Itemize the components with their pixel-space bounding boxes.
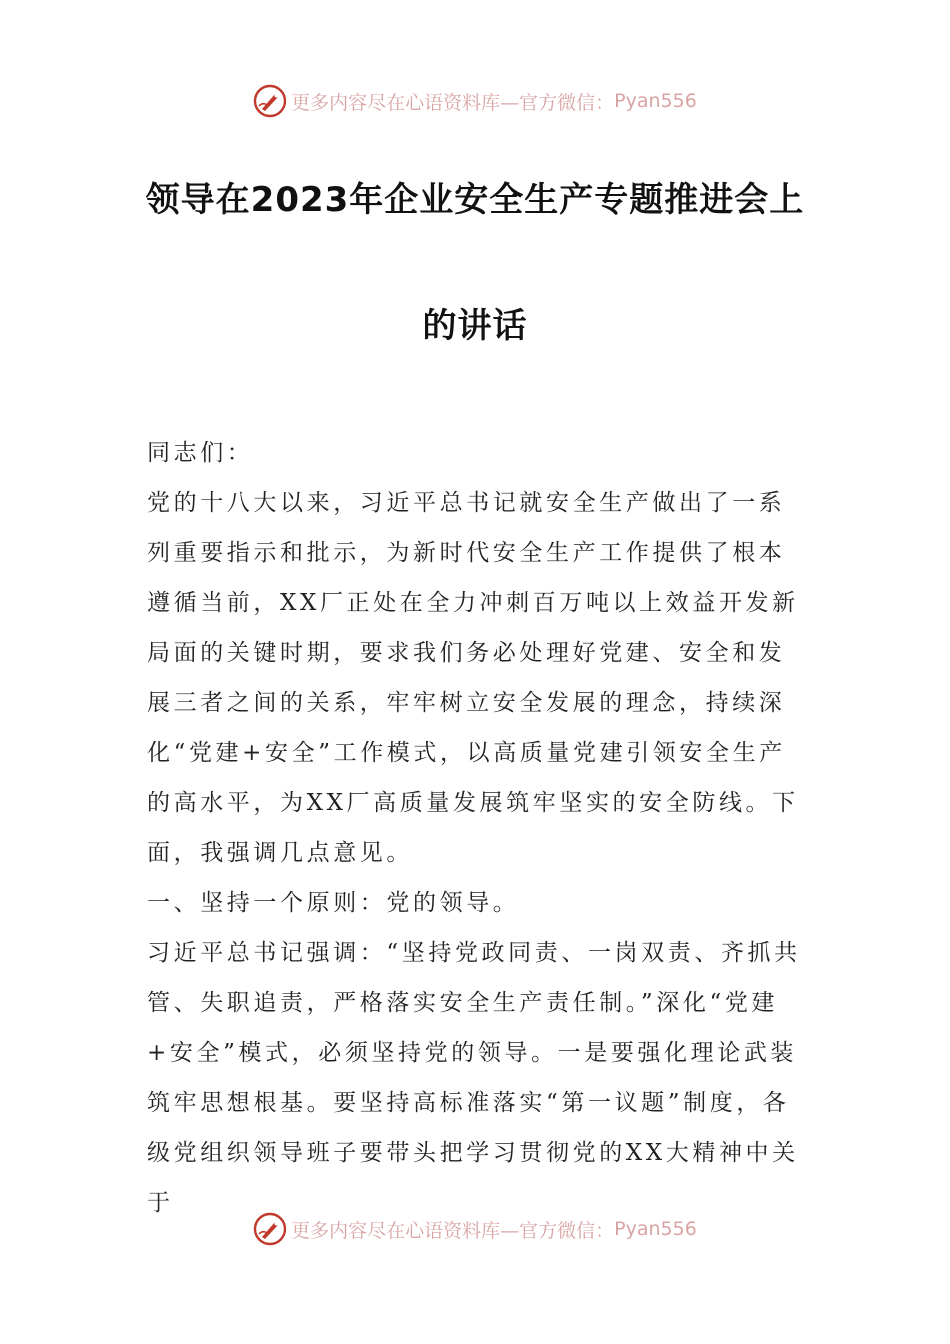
- document-title-line1: 领导在2023年企业安全生产专题推进会上: [145, 180, 805, 220]
- section-heading: 一、坚持一个原则：党的领导。: [147, 890, 520, 916]
- watermark-text: 更多内容尽在心语资料库—官方微信：: [291, 1219, 615, 1242]
- document-title-line2: 的讲话: [422, 306, 528, 346]
- document-body: [147, 428, 807, 1228]
- watermark-wechat-id: Pyan556: [614, 90, 697, 112]
- watermark-wechat-id: Pyan556: [614, 1218, 697, 1240]
- paragraph: 习近平总书记强调：“坚持党政同责、一岗双责、齐抓共管、失职追责，严格落实安全生产责任制。”深化“党建+安全”模式，必须坚持党的领导。一是要强化理论武装筑牢思想根基。要坚持高标准落实“第一议题”制度，各级党组织领导班子要带头把学习贯彻党的XX大精神中关于: [147, 940, 801, 1216]
- watermark-footer: [0, 1212, 950, 1246]
- salutation: 同志们：: [147, 440, 254, 466]
- pen-nib-icon: [253, 84, 287, 118]
- pen-nib-icon: [253, 1212, 287, 1246]
- watermark-header: [0, 84, 950, 118]
- paragraph: 党的十八大以来，习近平总书记就安全生产做出了一系列重要指示和批示，为新时代安全生产工作提供了根本遵循当前，XX厂正处在全力冲刺百万吨以上效益开发新局面的关键时期，要求我们务必处理好党建、安全和发展三者之间的关系，牢牢树立安全发展的理念，持续深化“党建+安全”工作模式，以高质量党建引领安全生产的高水平，为XX厂高质量发展筑牢坚实的安全防线。下面，我强调几点意见。: [147, 490, 799, 866]
- watermark-text: 更多内容尽在心语资料库—官方微信：: [291, 91, 615, 114]
